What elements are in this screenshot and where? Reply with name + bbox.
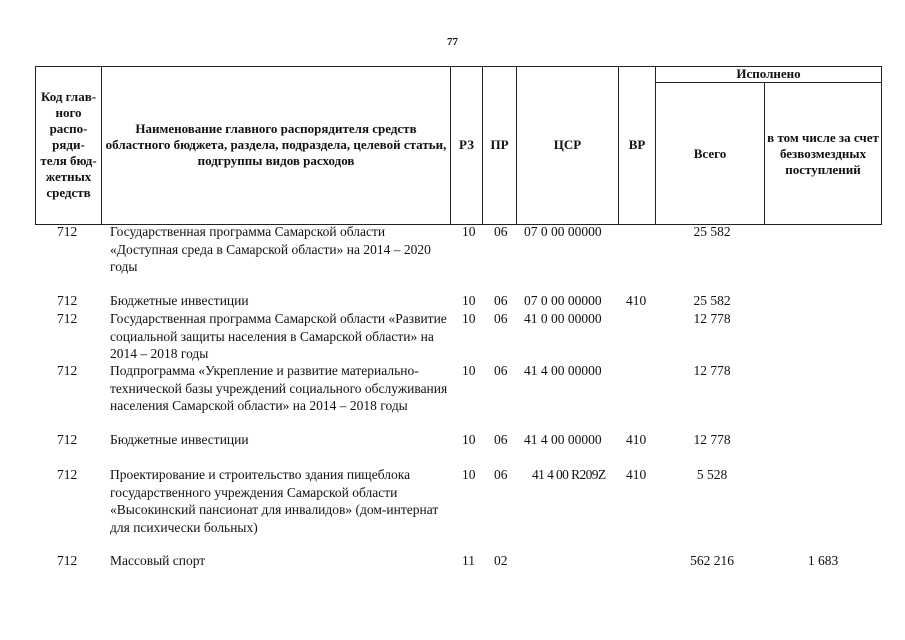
- row-pr: 06: [494, 311, 508, 326]
- row-total: 12 778: [693, 363, 731, 378]
- row-csr: 07 0 00 00000: [524, 293, 602, 308]
- row-vr: 410: [626, 432, 647, 447]
- header-executed: Исполнено: [736, 66, 801, 81]
- row-name: Государственная программа Самарской области «Развитие социальной защиты населения в Самарской области» на 2014 – 2018 годы: [110, 311, 447, 361]
- header-name: Наименование главного распорядителя средств областного бюджета, раздела, подраздела, целевой статьи, подгруппы видов расходов: [105, 121, 447, 168]
- row-pr: 06: [494, 432, 508, 447]
- row-rz: 10: [462, 363, 476, 378]
- row-csr: 41 4 00 00000: [524, 432, 602, 447]
- row-rz: 10: [462, 467, 476, 482]
- row-total: 5 528: [696, 467, 728, 482]
- row-rz: 10: [462, 224, 476, 239]
- table-header: [35, 66, 882, 225]
- row-name: Подпрограмма «Укрепление и развитие материально-технической базы учреждений социального обслуживания населения Самарской области» на 2014 – 2018 годы: [110, 363, 448, 413]
- row-vr: 410: [626, 467, 647, 482]
- row-code: 712: [57, 363, 78, 378]
- row-csr: 41 0 00 00000: [524, 311, 602, 326]
- row-code: 712: [57, 432, 78, 447]
- header-free: в том числе за счет безвозмездных поступлений: [767, 129, 879, 177]
- header-rz: РЗ: [459, 137, 474, 152]
- row-pr: 02: [494, 553, 508, 568]
- row-total: 25 582: [693, 293, 731, 308]
- row-code: 712: [57, 224, 78, 239]
- row-total: 12 778: [693, 311, 731, 326]
- row-csr: 41 4 00 00000: [524, 363, 602, 378]
- row-total: 25 582: [693, 224, 731, 239]
- header-total: Всего: [693, 145, 727, 161]
- header-vr: ВР: [628, 137, 646, 152]
- header-csr: ЦСР: [553, 137, 582, 152]
- header-code: Код глав- ного распо- ряди- теля бюд- жетных средств: [40, 89, 97, 200]
- row-name: Бюджетные инвестиции: [110, 293, 249, 308]
- row-name: Бюджетные инвестиции: [110, 432, 249, 447]
- row-code: 712: [57, 311, 78, 326]
- row-csr: 07 0 00 00000: [524, 224, 602, 239]
- row-total: 12 778: [693, 432, 731, 447]
- header-right-rule: [881, 66, 882, 225]
- row-pr: 06: [494, 224, 508, 239]
- header-pr: ПР: [490, 137, 509, 152]
- row-rz: 10: [462, 293, 476, 308]
- row-vr: 410: [626, 293, 647, 308]
- row-total: 562 216: [690, 553, 734, 568]
- row-pr: 06: [494, 467, 508, 482]
- row-name: Массовый спорт: [110, 553, 206, 568]
- row-code: 712: [57, 553, 78, 568]
- row-pr: 06: [494, 293, 508, 308]
- page-number: 77: [447, 36, 458, 48]
- row-code: 712: [57, 293, 78, 308]
- row-free: 1 683: [807, 553, 839, 568]
- row-name: Государственная программа Самарской области «Доступная среда в Самарской области» на 2014 – 2020 годы: [110, 224, 431, 274]
- row-pr: 06: [494, 363, 508, 378]
- row-rz: 11: [462, 553, 475, 568]
- row-rz: 10: [462, 311, 476, 326]
- row-csr: 41 4 00 R209Z: [532, 467, 606, 482]
- row-name: Проектирование и строительство здания пищеблока государственного учреждения Самарской области «Высокинский пансионат для инвалидов» (дом-интернат для психически больных): [110, 467, 439, 535]
- row-rz: 10: [462, 432, 476, 447]
- row-code: 712: [57, 467, 78, 482]
